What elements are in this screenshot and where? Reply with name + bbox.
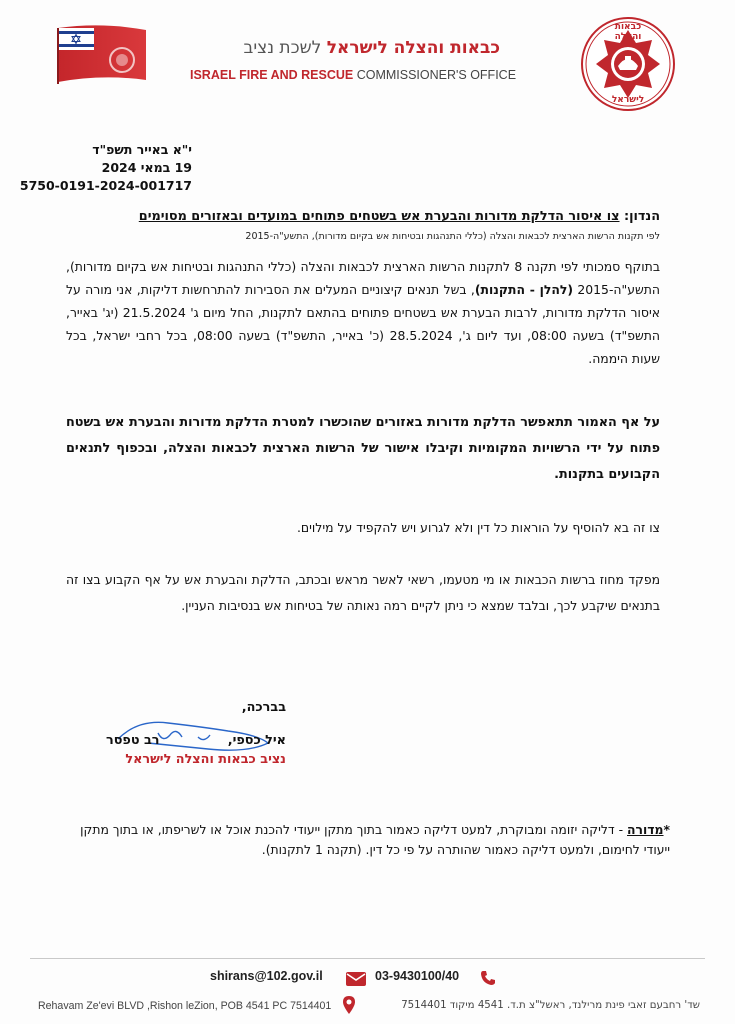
footer-phone[interactable]: 03-9430100/40 — [375, 969, 460, 983]
location-pin-icon — [341, 995, 357, 1015]
signature-greeting: בברכה, — [241, 700, 286, 715]
paragraph-exception: על אף האמור תתאפשר הדלקת מדורות באזורים שהוכשרו למטרת הדלקת מדורות והבערת אש בשטח פתוח על ידי הרשויות המקומיות וקיבלו אישור של הרשות הארצית לכבאות והצלה, ובכפוף לתנאים הקבועים בתקנות. — [66, 415, 660, 482]
footer-address-hebrew: שד' רחבעם זאבי פינת מרילנד, ראשל"צ ת.ד. 4541 מיקוד 7514401 — [401, 1000, 700, 1011]
paragraph-addition: צו זה בא להוסיף על הוראות כל דין ולא לגרוע ויש להקפיד על מילוים. — [296, 520, 660, 535]
footnote-definition: *מדורה - דליקה יזומה ומבוקרת, למעט דליקה כאמור בתוך מתקן ייעודי להכנת אוכל או לשריפתו, או בתוך מתקן ייעודי לחימום, ולמעט דליקה כאמור שהותרה על פי כל דין. (תקנה 1 לתקנות). — [80, 822, 670, 857]
reference-number: 5750-0191-2024-001717 — [19, 178, 192, 193]
emblem-text-top: כבאות והצלה — [614, 22, 642, 42]
footer-address-english: Rehavam Ze'evi BLVD ,Rishon leZion, POB 4541 PC 7514401 — [38, 1000, 332, 1012]
header-hebrew-title: כבאות והצלה לישראל לשכת נציב — [243, 38, 500, 58]
israel-fire-flag-icon — [56, 24, 148, 86]
footer-divider — [30, 958, 705, 959]
header-english-title: ISRAEL FIRE AND RESCUE COMMISSIONER'S OFFICE — [190, 68, 517, 82]
signature-block — [106, 698, 286, 769]
subject-line: הנדון: צו איסור הדלקת מדורות והבערת אש בשטחים פתוחים במועדים ובאזורים מסוימים — [138, 209, 660, 224]
mail-icon — [345, 971, 367, 987]
emblem-text-bottom: לישראל — [611, 95, 645, 105]
paragraph-district-commander: מפקד מחוז ברשות הכבאות או מי מטעמו, רשאי לאשר מראש ובכתב, הדלקת והבערת אש על אף הקבוע בצו זה בתנאים שיקבע לכך, ובלבד שמצא כי ניתן לקיים רמה נאותה של בטיחות אש בנסיבות העניין. — [66, 572, 660, 613]
date-block — [20, 141, 192, 195]
gregorian-date: 19 במאי 2024 — [101, 160, 192, 175]
hebrew-date: י"א באייר תשפ"ד — [92, 142, 192, 157]
phone-icon — [479, 969, 497, 987]
signature-rank: רב טפסר — [106, 733, 160, 748]
paragraph-authority: בתוקף סמכותי לפי תקנה 8 לתקנות הרשות הארצית לכבאות והצלה (כללי התנהגות ובטיחות אש בקיום מדורות), התשע"ה-2015 (להלן - התקנות), בשל תנאים קיצוניים המעלים את הסבירות להתרחשות דליקות, אני מורה על איסור הדלקת מדורות, לרבות הבערת אש בשטחים פתוחים בהתאם לתקנות, החל מיום ג' 21.5.2024 (יג' באייר, התשפ"ד) בשעה 08:00, ועד ליום ג', 28.5.2024 (כ' באייר, התשפ"ד) בשעה 08:00, בכל רחבי ישראל, בכל שעות היממה. — [66, 259, 660, 366]
footer-email[interactable]: shirans@102.gov.il — [210, 969, 323, 983]
signature-title: נציב כבאות והצלה לישראל — [125, 752, 286, 767]
signature-name: איל כספי, — [227, 733, 286, 748]
subject-subline: לפי תקנות הרשות הארצית לכבאות והצלה (כללי התנהגות ובטיחות אש בקיום מדורות), התשע"ה-2015 — [245, 231, 660, 242]
